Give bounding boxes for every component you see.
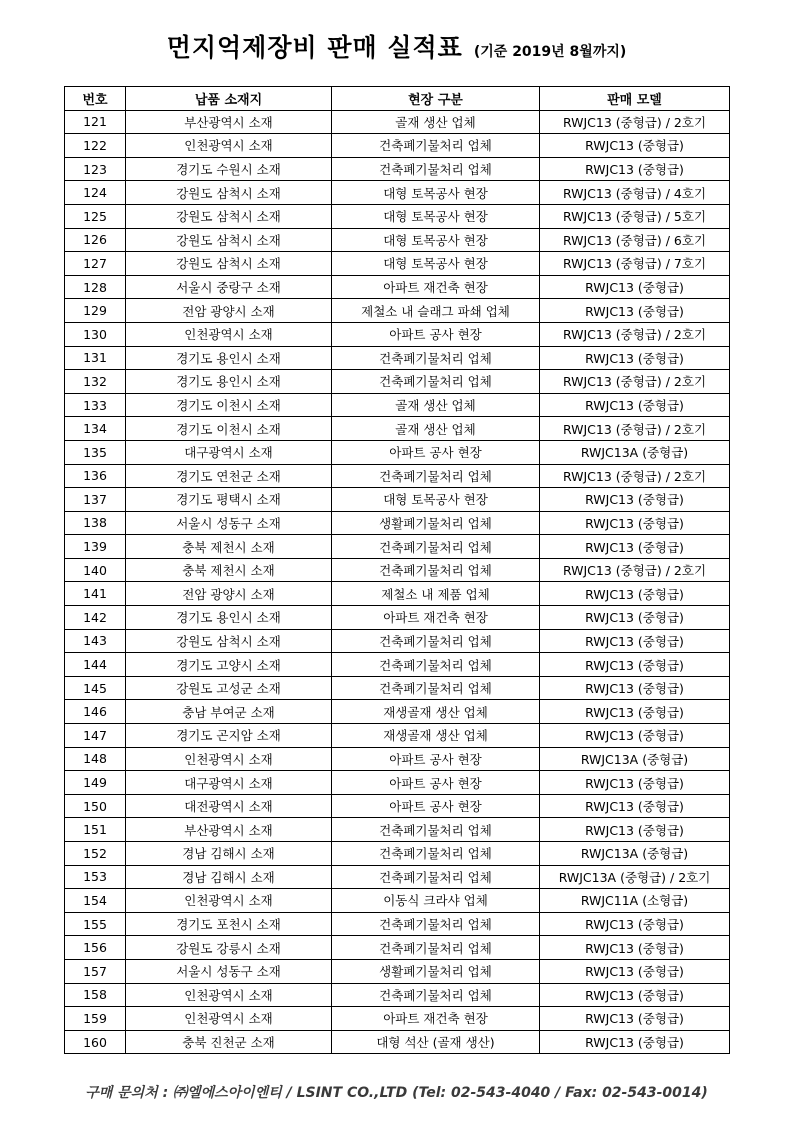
table-row xyxy=(65,370,730,394)
cell-location: 인천광역시 소재 xyxy=(126,889,332,913)
cell-location: 대전광역시 소재 xyxy=(126,794,332,818)
cell-location: 경기도 이천시 소재 xyxy=(126,393,332,417)
cell-site-type: 건축폐기물처리 업체 xyxy=(332,936,540,960)
cell-site-type: 건축폐기물처리 업체 xyxy=(332,464,540,488)
cell-model: RWJC13 (중형급) xyxy=(540,1030,730,1054)
cell-site-type: 아파트 재건축 현장 xyxy=(332,1007,540,1031)
cell-model: RWJC13A (중형급) xyxy=(540,440,730,464)
table-row xyxy=(65,535,730,559)
cell-model: RWJC13 (중형급) xyxy=(540,676,730,700)
cell-number: 133 xyxy=(65,393,126,417)
table-row xyxy=(65,959,730,983)
cell-site-type: 아파트 공사 현장 xyxy=(332,440,540,464)
cell-site-type: 대형 석산 (골재 생산) xyxy=(332,1030,540,1054)
table-row xyxy=(65,134,730,158)
cell-model: RWJC13 (중형급) / 2호기 xyxy=(540,370,730,394)
title-block xyxy=(0,28,793,64)
cell-site-type: 건축폐기물처리 업체 xyxy=(332,865,540,889)
cell-model: RWJC13 (중형급) xyxy=(540,912,730,936)
cell-number: 126 xyxy=(65,228,126,252)
cell-model: RWJC13 (중형급) xyxy=(540,653,730,677)
cell-model: RWJC13 (중형급) xyxy=(540,393,730,417)
table-row xyxy=(65,936,730,960)
cell-location: 대구광역시 소재 xyxy=(126,440,332,464)
cell-location: 경기도 이천시 소재 xyxy=(126,417,332,441)
cell-location: 강원도 삼척시 소재 xyxy=(126,204,332,228)
cell-number: 128 xyxy=(65,275,126,299)
cell-number: 146 xyxy=(65,700,126,724)
cell-number: 122 xyxy=(65,134,126,158)
table-row xyxy=(65,393,730,417)
page-subtitle: (기준 2019년 8월까지) xyxy=(473,44,627,60)
table-row xyxy=(65,228,730,252)
cell-model: RWJC13 (중형급) xyxy=(540,794,730,818)
cell-number: 131 xyxy=(65,346,126,370)
cell-model: RWJC13 (중형급) xyxy=(540,606,730,630)
cell-location: 강원도 삼척시 소재 xyxy=(126,181,332,205)
cell-site-type: 아파트 공사 현장 xyxy=(332,794,540,818)
cell-site-type: 아파트 공사 현장 xyxy=(332,771,540,795)
cell-model: RWJC13 (중형급) xyxy=(540,818,730,842)
cell-model: RWJC13 (중형급) / 7호기 xyxy=(540,252,730,276)
cell-location: 충북 제천시 소재 xyxy=(126,558,332,582)
table-row xyxy=(65,110,730,134)
table-row xyxy=(65,511,730,535)
cell-location: 인천광역시 소재 xyxy=(126,983,332,1007)
cell-site-type: 건축폐기물처리 업체 xyxy=(332,370,540,394)
cell-number: 141 xyxy=(65,582,126,606)
cell-number: 148 xyxy=(65,747,126,771)
cell-number: 157 xyxy=(65,959,126,983)
cell-site-type: 아파트 공사 현장 xyxy=(332,747,540,771)
cell-site-type: 건축폐기물처리 업체 xyxy=(332,983,540,1007)
cell-model: RWJC13 (중형급) xyxy=(540,700,730,724)
cell-model: RWJC13 (중형급) xyxy=(540,511,730,535)
cell-location: 서울시 중랑구 소재 xyxy=(126,275,332,299)
cell-model: RWJC13 (중형급) xyxy=(540,771,730,795)
table-row xyxy=(65,558,730,582)
cell-model: RWJC13 (중형급) / 2호기 xyxy=(540,558,730,582)
cell-site-type: 제철소 내 슬래그 파쇄 업체 xyxy=(332,299,540,323)
cell-model: RWJC13 (중형급) / 2호기 xyxy=(540,417,730,441)
cell-number: 154 xyxy=(65,889,126,913)
cell-model: RWJC13 (중형급) xyxy=(540,629,730,653)
cell-number: 137 xyxy=(65,488,126,512)
table-row xyxy=(65,653,730,677)
header-site-type: 현장 구분 xyxy=(332,87,540,111)
cell-site-type: 이동식 크라샤 업체 xyxy=(332,889,540,913)
cell-location: 경기도 용인시 소재 xyxy=(126,370,332,394)
cell-site-type: 건축폐기물처리 업체 xyxy=(332,842,540,866)
footer-contact: 구매 문의처 : ㈜엘에스아이엔티 / LSINT CO.,LTD (Tel: 02-543-4040 / Fax: 02-543-0014) xyxy=(85,1085,708,1101)
cell-model: RWJC11A (소형급) xyxy=(540,889,730,913)
cell-location: 인천광역시 소재 xyxy=(126,1007,332,1031)
cell-model: RWJC13 (중형급) xyxy=(540,936,730,960)
table-row xyxy=(65,346,730,370)
cell-number: 158 xyxy=(65,983,126,1007)
table-row xyxy=(65,912,730,936)
cell-number: 145 xyxy=(65,676,126,700)
cell-model: RWJC13 (중형급) / 2호기 xyxy=(540,110,730,134)
cell-model: RWJC13 (중형급) xyxy=(540,346,730,370)
cell-model: RWJC13 (중형급) / 2호기 xyxy=(540,322,730,346)
cell-site-type: 아파트 재건축 현장 xyxy=(332,606,540,630)
cell-location: 경기도 포천시 소재 xyxy=(126,912,332,936)
table-body xyxy=(65,110,730,1054)
cell-location: 서울시 성동구 소재 xyxy=(126,959,332,983)
cell-site-type: 대형 토목공사 현장 xyxy=(332,228,540,252)
table-header-row xyxy=(65,87,730,111)
cell-site-type: 아파트 공사 현장 xyxy=(332,322,540,346)
cell-number: 130 xyxy=(65,322,126,346)
table-row xyxy=(65,818,730,842)
cell-location: 전암 광양시 소재 xyxy=(126,299,332,323)
cell-number: 125 xyxy=(65,204,126,228)
cell-site-type: 건축폐기물처리 업체 xyxy=(332,535,540,559)
table-row xyxy=(65,889,730,913)
cell-model: RWJC13 (중형급) / 4호기 xyxy=(540,181,730,205)
cell-site-type: 재생골재 생산 업체 xyxy=(332,700,540,724)
cell-location: 경기도 연천군 소재 xyxy=(126,464,332,488)
header-model: 판매 모델 xyxy=(540,87,730,111)
cell-site-type: 대형 토목공사 현장 xyxy=(332,204,540,228)
cell-number: 129 xyxy=(65,299,126,323)
cell-number: 140 xyxy=(65,558,126,582)
cell-site-type: 골재 생산 업체 xyxy=(332,393,540,417)
table-row xyxy=(65,417,730,441)
cell-model: RWJC13 (중형급) xyxy=(540,959,730,983)
cell-number: 143 xyxy=(65,629,126,653)
cell-model: RWJC13 (중형급) / 5호기 xyxy=(540,204,730,228)
cell-location: 강원도 고성군 소재 xyxy=(126,676,332,700)
cell-site-type: 제철소 내 제품 업체 xyxy=(332,582,540,606)
cell-site-type: 골재 생산 업체 xyxy=(332,417,540,441)
cell-number: 134 xyxy=(65,417,126,441)
cell-location: 대구광역시 소재 xyxy=(126,771,332,795)
cell-model: RWJC13 (중형급) xyxy=(540,157,730,181)
cell-site-type: 생활폐기물처리 업체 xyxy=(332,959,540,983)
cell-location: 경기도 수원시 소재 xyxy=(126,157,332,181)
cell-location: 부산광역시 소재 xyxy=(126,110,332,134)
table-row xyxy=(65,181,730,205)
header-location: 납품 소재지 xyxy=(126,87,332,111)
table-row xyxy=(65,299,730,323)
cell-location: 경남 김해시 소재 xyxy=(126,865,332,889)
cell-model: RWJC13 (중형급) xyxy=(540,724,730,748)
table-row xyxy=(65,157,730,181)
cell-site-type: 건축폐기물처리 업체 xyxy=(332,912,540,936)
cell-model: RWJC13 (중형급) xyxy=(540,535,730,559)
cell-location: 경기도 평택시 소재 xyxy=(126,488,332,512)
cell-model: RWJC13 (중형급) / 2호기 xyxy=(540,464,730,488)
cell-site-type: 대형 토목공사 현장 xyxy=(332,488,540,512)
cell-number: 127 xyxy=(65,252,126,276)
cell-location: 서울시 성동구 소재 xyxy=(126,511,332,535)
page-title: 먼지억제장비 판매 실적표 xyxy=(166,33,463,62)
table-row xyxy=(65,275,730,299)
cell-location: 충남 부여군 소재 xyxy=(126,700,332,724)
cell-model: RWJC13 (중형급) xyxy=(540,488,730,512)
cell-location: 경기도 용인시 소재 xyxy=(126,606,332,630)
cell-model: RWJC13 (중형급) xyxy=(540,299,730,323)
table-row xyxy=(65,204,730,228)
table-row xyxy=(65,582,730,606)
cell-site-type: 아파트 재건축 현장 xyxy=(332,275,540,299)
table-row xyxy=(65,771,730,795)
cell-number: 160 xyxy=(65,1030,126,1054)
cell-number: 155 xyxy=(65,912,126,936)
cell-number: 149 xyxy=(65,771,126,795)
cell-location: 인천광역시 소재 xyxy=(126,134,332,158)
cell-site-type: 대형 토목공사 현장 xyxy=(332,181,540,205)
table-row xyxy=(65,322,730,346)
sales-table xyxy=(64,86,730,1054)
table-row xyxy=(65,865,730,889)
cell-location: 충북 제천시 소재 xyxy=(126,535,332,559)
cell-location: 강원도 삼척시 소재 xyxy=(126,629,332,653)
cell-number: 138 xyxy=(65,511,126,535)
cell-location: 전암 광양시 소재 xyxy=(126,582,332,606)
cell-location: 부산광역시 소재 xyxy=(126,818,332,842)
table-row xyxy=(65,983,730,1007)
cell-number: 135 xyxy=(65,440,126,464)
table-row xyxy=(65,724,730,748)
cell-site-type: 생활폐기물처리 업체 xyxy=(332,511,540,535)
cell-location: 인천광역시 소재 xyxy=(126,322,332,346)
table-row xyxy=(65,1030,730,1054)
cell-site-type: 건축폐기물처리 업체 xyxy=(332,157,540,181)
cell-model: RWJC13A (중형급) / 2호기 xyxy=(540,865,730,889)
cell-site-type: 건축폐기물처리 업체 xyxy=(332,346,540,370)
cell-site-type: 건축폐기물처리 업체 xyxy=(332,558,540,582)
cell-number: 123 xyxy=(65,157,126,181)
cell-model: RWJC13 (중형급) xyxy=(540,1007,730,1031)
cell-site-type: 건축폐기물처리 업체 xyxy=(332,134,540,158)
table-row xyxy=(65,440,730,464)
table-row xyxy=(65,606,730,630)
cell-number: 159 xyxy=(65,1007,126,1031)
table-row xyxy=(65,464,730,488)
table-row xyxy=(65,794,730,818)
cell-model: RWJC13 (중형급) xyxy=(540,275,730,299)
cell-model: RWJC13 (중형급) xyxy=(540,134,730,158)
cell-site-type: 건축폐기물처리 업체 xyxy=(332,629,540,653)
cell-model: RWJC13 (중형급) / 6호기 xyxy=(540,228,730,252)
table-row xyxy=(65,252,730,276)
cell-number: 144 xyxy=(65,653,126,677)
cell-model: RWJC13A (중형급) xyxy=(540,842,730,866)
cell-model: RWJC13A (중형급) xyxy=(540,747,730,771)
cell-model: RWJC13 (중형급) xyxy=(540,983,730,1007)
cell-site-type: 재생골재 생산 업체 xyxy=(332,724,540,748)
table-row xyxy=(65,676,730,700)
table-row xyxy=(65,747,730,771)
cell-site-type: 대형 토목공사 현장 xyxy=(332,252,540,276)
cell-site-type: 골재 생산 업체 xyxy=(332,110,540,134)
cell-number: 153 xyxy=(65,865,126,889)
cell-location: 강원도 삼척시 소재 xyxy=(126,228,332,252)
cell-location: 인천광역시 소재 xyxy=(126,747,332,771)
cell-location: 경기도 고양시 소재 xyxy=(126,653,332,677)
cell-number: 147 xyxy=(65,724,126,748)
table-row xyxy=(65,842,730,866)
cell-location: 강원도 삼척시 소재 xyxy=(126,252,332,276)
cell-site-type: 건축폐기물처리 업체 xyxy=(332,653,540,677)
cell-location: 경기도 용인시 소재 xyxy=(126,346,332,370)
cell-model: RWJC13 (중형급) xyxy=(540,582,730,606)
cell-number: 136 xyxy=(65,464,126,488)
cell-number: 139 xyxy=(65,535,126,559)
table-row xyxy=(65,488,730,512)
table-row xyxy=(65,629,730,653)
cell-number: 151 xyxy=(65,818,126,842)
cell-site-type: 건축폐기물처리 업체 xyxy=(332,676,540,700)
table-row xyxy=(65,1007,730,1031)
cell-number: 142 xyxy=(65,606,126,630)
cell-location: 충북 진천군 소재 xyxy=(126,1030,332,1054)
table-row xyxy=(65,700,730,724)
header-number: 번호 xyxy=(65,87,126,111)
cell-number: 150 xyxy=(65,794,126,818)
cell-location: 경남 김해시 소재 xyxy=(126,842,332,866)
cell-location: 경기도 곤지암 소재 xyxy=(126,724,332,748)
cell-location: 강원도 강릉시 소재 xyxy=(126,936,332,960)
cell-number: 156 xyxy=(65,936,126,960)
cell-site-type: 건축폐기물처리 업체 xyxy=(332,818,540,842)
cell-number: 124 xyxy=(65,181,126,205)
cell-number: 132 xyxy=(65,370,126,394)
cell-number: 152 xyxy=(65,842,126,866)
cell-number: 121 xyxy=(65,110,126,134)
